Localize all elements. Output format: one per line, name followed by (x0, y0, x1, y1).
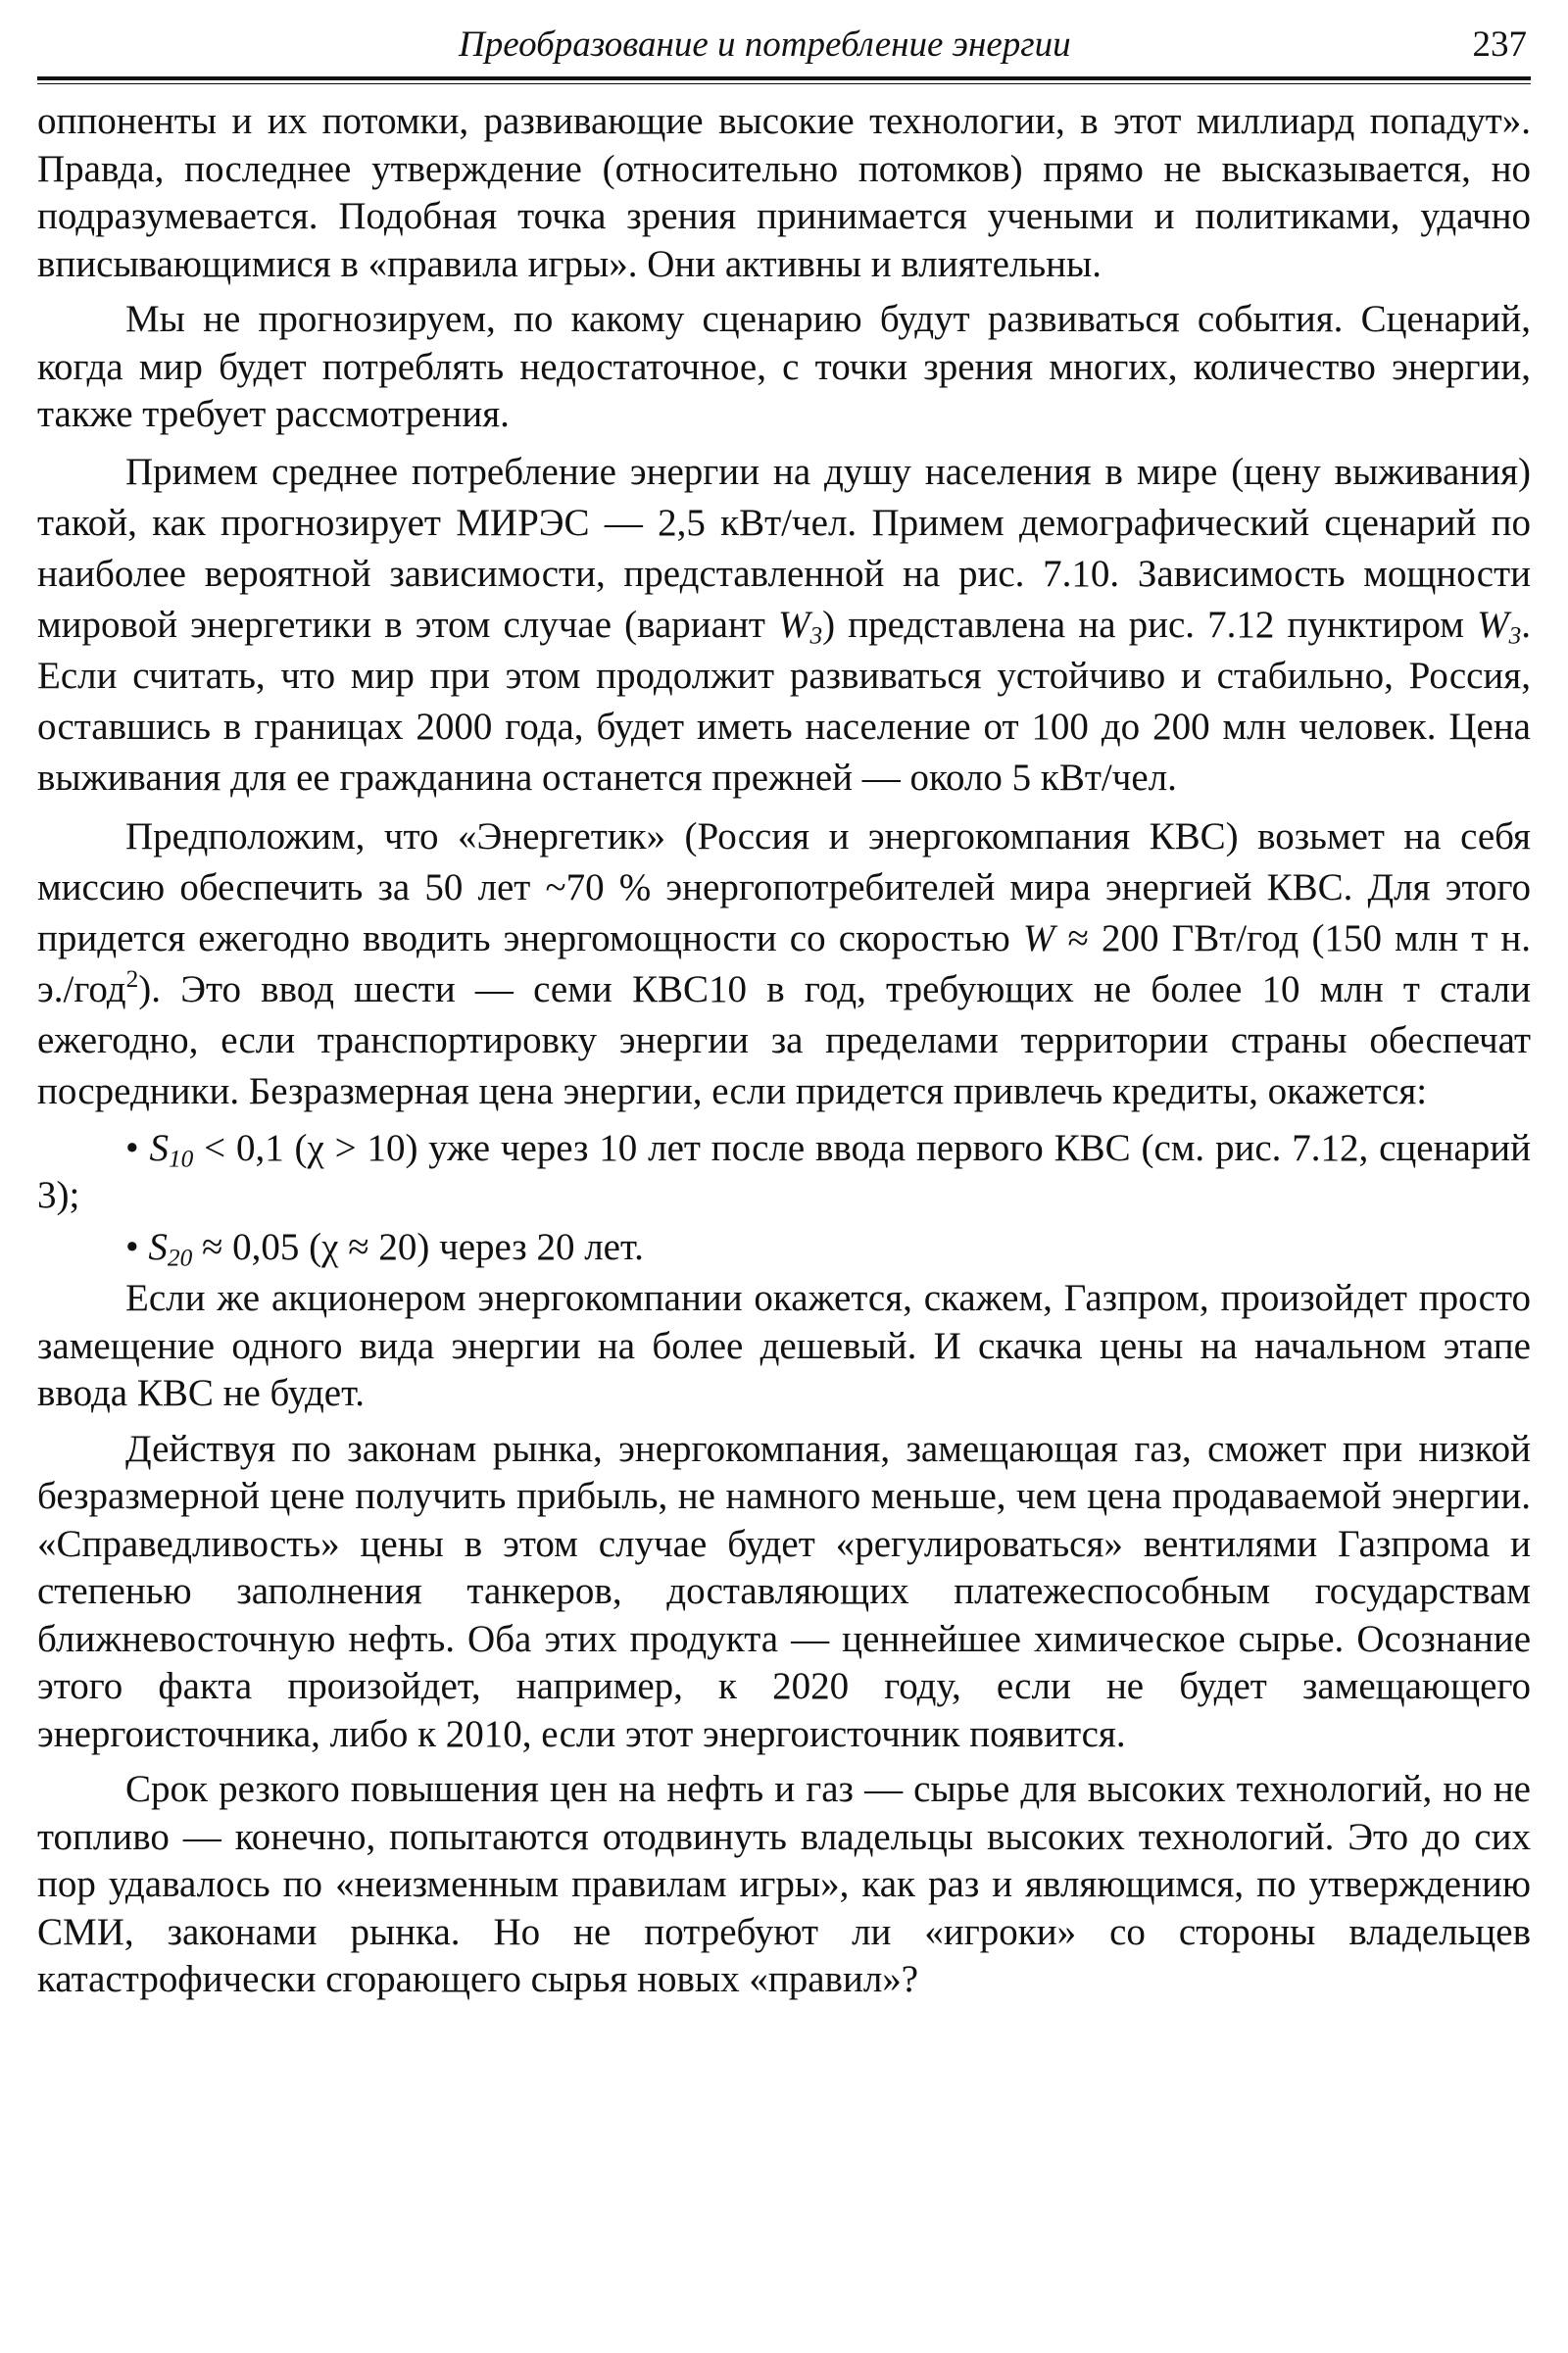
paragraph-7: Срок резкого повышения цен на нефть и газ — сырье для высоких технологий, но не топливо — конечно, попытаются отодвинуть владельцы высоких технологий. Это до сих пор удавалось по «неизменным правилам игры», как раз и являющимся, по утверждению СМИ, законами рынка. Но не потребуют ли «игроки» со стороны владельцев катастрофически сгорающего сырья новых «правил»? (37, 1768, 1531, 2000)
page-header (37, 20, 1531, 71)
paragraph-4: Предположим, что «Энергетик» (Россия и энергокомпания КВС) возьмет на себя миссию обеспечить за 50 лет ~70 % энергопотребителей мира энергией КВС. Для этого придется ежегодно вводить энергомощности со скоростью W ≈ 200 ГВт/год (150 млн т н. э./год$^2$). Это ввод шести — семи КВС10 в год, требующих не более 10 млн т стали ежегодно, если транспортировку энергии за пределами территории страны обеспечат посредники. Безразмерная цена энергии, если придется привлечь кредиты, окажется: (37, 814, 1531, 1112)
running-title: Преобразование и потребление энергии (459, 25, 1071, 65)
paragraph-2: Мы не прогнозируем, по какому сценарию будут развиваться события. Сценарий, когда мир будет потреблять недостаточное, с точки зрения многих, количество энергии, также требует рассмотрения. (37, 298, 1531, 435)
formula-w3: $W_3$ (777, 603, 823, 649)
bullet-item-2: • $S_{20} \approx 0,05$ (χ ≈ 20) через 20 лет. (125, 1225, 644, 1271)
formula-s20: $S_{20}$ (148, 1225, 193, 1271)
paragraph-3: Примем среднее потребление энергии на душу населения в мире (цену выживания) такой, как прогнозирует МИРЭС — 2,5 кВт/чел. Примем демографический сценарий по наиболее вероятной зависимости, представленной на рис. 7.10. Зависимость мощности мировой энергетики в этом случае (вариант $W_3$) представлена на рис. 7.12 пунктиром $W_3$. Если считать, что мир при этом продолжит развиваться устойчиво и стабильно, Россия, оставшись в границах 2000 года, будет иметь население от 100 до 200 млн человек. Цена выживания для ее гражданина останется прежней — около 5 кВт/чел. (37, 450, 1531, 799)
header-rule-thick (37, 76, 1531, 80)
bullet-marker: • (125, 1126, 139, 1169)
header-rule-thin (37, 83, 1531, 84)
paragraph-5: Если же акционером энергокомпании окажется, скажем, Газпром, произойдет просто замещение одного вида энергии на более дешевый. И скачка цены на начальном этапе ввода КВС не будет. (37, 1277, 1531, 1414)
formula-w3-dashed: $W_3$ (1477, 603, 1522, 649)
book-page (37, 20, 1531, 2012)
bullet-marker: • (125, 1225, 139, 1268)
paragraph-1: оппоненты и их потомки, развивающие высокие технологии, в этот миллиард попадут». Правда, последнее утверждение (относительно потомков) прямо не высказывается, но подразумевается. Подобная точка зрения принимается учеными и политиками, удачно вписывающимися в «правила игры». Они активны и влиятельны. (37, 100, 1531, 285)
paragraph-6: Действуя по законам рынка, энергокомпания, замещающая газ, сможет при низкой безразмерной цене получить прибыль, не намного меньше, чем цена продаваемой энергии. «Справедливость» цены в этом случае будет «регулироваться» вентилями Газпрома и степенью заполнения танкеров, доставляющих платежеспособным государствам ближневосточную нефть. Оба этих продукта — ценнейшее химическое сырье. Осознание этого факта произойдет, например, к 2020 году, если не будет замещающего энергоисточника, либо к 2010, если этот энергоисточник появится. (37, 1427, 1531, 1755)
formula-s10: $S_{10}$ (149, 1126, 194, 1172)
body-text (37, 98, 1531, 2004)
bullet-item-1: • $S_{10} < 0,1$ (χ > 10) уже через 10 лет после ввода первого КВС (см. рис. 7.12, сценарий 3); (37, 1126, 1531, 1216)
page-number: 237 (1472, 25, 1527, 65)
formula-w: W (1022, 916, 1055, 959)
